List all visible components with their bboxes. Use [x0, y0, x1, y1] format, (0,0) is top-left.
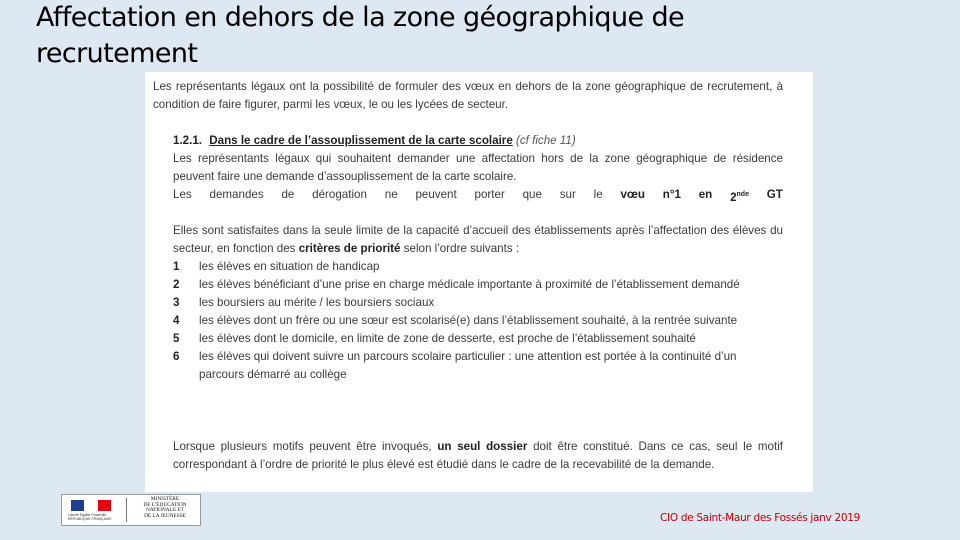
- final-paragraph: [173, 438, 783, 474]
- satisfaction-paragraph: [173, 222, 783, 258]
- word: sur: [559, 188, 576, 201]
- list-item: [173, 348, 783, 384]
- item-number: 5: [173, 332, 180, 345]
- slide-title: Affectation en dehors de la zone géographique de recrutement: [36, 2, 685, 69]
- class-superscript: nde: [736, 191, 749, 198]
- word-bold: vœu: [620, 188, 645, 201]
- section-title: Dans le cadre de l’assouplissement de la carte scolaire: [209, 134, 513, 147]
- item-text: les élèves qui doivent suivre un parcours scolaire particulier : une attention est portée à la continuité d’un parcours démarré au collège: [199, 350, 737, 381]
- ministry-line: NATIONALE ET: [146, 507, 184, 514]
- word: le: [593, 188, 603, 201]
- class-level: [730, 186, 749, 207]
- republic-tagline: Liberté Égalité Fraternité RÉPUBLIQUE FRANÇAISE: [68, 513, 112, 521]
- flag-icon: [71, 500, 111, 511]
- item-number: 1: [173, 260, 180, 273]
- logo-divider: [126, 498, 127, 522]
- word: demandes: [209, 188, 264, 201]
- word: que: [522, 188, 542, 201]
- item-text: les élèves en situation de handicap: [199, 260, 380, 273]
- document-excerpt: [145, 72, 813, 492]
- item-number: 6: [173, 350, 180, 363]
- word-bold: GT: [766, 188, 783, 201]
- section-reference: (cf fiche 11): [516, 134, 576, 147]
- marianne-icon: [65, 498, 119, 522]
- list-item: [173, 294, 783, 312]
- word: peuvent: [415, 188, 457, 201]
- item-number: 2: [173, 278, 180, 291]
- class-number: 2: [730, 190, 737, 204]
- word: porter: [474, 188, 505, 201]
- word: dérogation: [312, 188, 367, 201]
- flag-blue: [71, 500, 84, 511]
- ministry-line: DE L’ÉDUCATION: [143, 501, 187, 508]
- text-run: Lorsque plusieurs motifs peuvent être invoqués,: [173, 440, 438, 453]
- item-text: les élèves dont un frère ou une sœur est scolarisé(e) dans l’établissement souhaité, à la rentrée suivante: [199, 314, 738, 327]
- ministry-line: DE LA JEUNESSE: [144, 512, 186, 519]
- item-text: les boursiers au mérite / les boursiers sociaux: [199, 296, 435, 309]
- section-heading: [173, 132, 783, 150]
- intro-paragraph: Les représentants légaux ont la possibilité de formuler des vœux en dehors de la zone géographique de recrutement, à condition de faire figurer, parmi les vœux, le ou les lycées de secteur.: [153, 80, 783, 111]
- ministry-logo: [61, 494, 201, 526]
- ministry-line: MINISTÈRE: [150, 496, 180, 502]
- word-bold: en: [698, 188, 713, 201]
- text-bold: critères de priorité: [298, 242, 401, 255]
- list-item: [173, 312, 783, 330]
- word-bold: n°1: [662, 188, 681, 201]
- word: Les: [173, 188, 192, 201]
- word: de: [281, 188, 295, 201]
- text-run: selon l’ordre suivants :: [400, 242, 520, 255]
- word: ne: [384, 188, 398, 201]
- item-text: les élèves dont le domicile, en limite de zone de desserte, est proche de l’établissement souhaité: [199, 332, 696, 345]
- list-item: [173, 330, 783, 348]
- item-number: 4: [173, 314, 180, 327]
- flag-white: [84, 500, 97, 511]
- item-number: 3: [173, 296, 180, 309]
- derogation-rule: [173, 186, 783, 207]
- list-item: [173, 258, 783, 276]
- item-text: les élèves bénéficiant d’une prise en charge médicale importante à proximité de l’établissement demandé: [199, 278, 740, 291]
- footer-credit: CIO de Saint-Maur des Fossés janv 2019: [660, 512, 860, 524]
- text-run: Elles sont satisfaites dans la seule limite de la capacité d’accueil des établissements après l’affectation des élèves du secteur, en fonction des: [173, 224, 783, 255]
- priority-criteria-list: [173, 258, 783, 384]
- ministry-name: [130, 497, 200, 519]
- text-run: doit être constitué. Dans ce cas, seul le motif correspondant à l’ordre de priorité le plus élevé est étudié dans le cadre de la recevabilité de la demande.: [173, 440, 784, 471]
- list-item: [173, 276, 783, 294]
- flag-red: [98, 500, 111, 511]
- text-bold: un seul dossier: [437, 440, 528, 453]
- section-body: Les représentants légaux qui souhaitent demander une affectation hors de la zone géographique de résidence peuvent faire une demande d’assouplissement de la carte scolaire.: [173, 152, 783, 183]
- section-number: 1.2.1.: [173, 134, 203, 147]
